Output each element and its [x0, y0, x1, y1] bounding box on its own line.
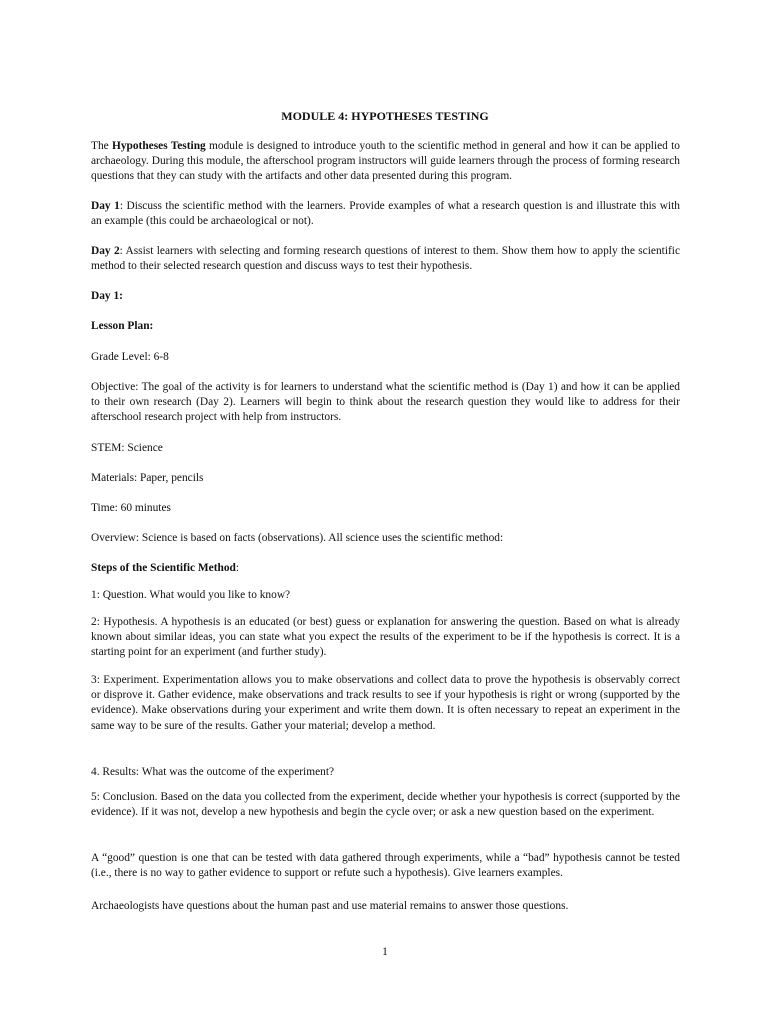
- stem-line: STEM: Science: [91, 442, 163, 454]
- steps-heading: [91, 561, 680, 576]
- grade-level: Grade Level: 6-8: [91, 351, 169, 363]
- day2-summary-paragraph: [91, 244, 680, 274]
- intro-module-name: Hypotheses Testing: [111, 140, 206, 152]
- intro-text: module is designed to introduce youth to the scientific method in general and how it can be applied to archaeology. During this module, the afterschool program instructors will guide learners through the process of forming research questions that they can study with the artifacts and other data presented during this program.: [91, 140, 680, 183]
- lesson-plan-heading: [91, 319, 680, 334]
- module-title: MODULE 4: HYPOTHESES TESTING: [281, 109, 489, 123]
- step-results: 4. Results: What was the outcome of the experiment?: [91, 766, 335, 778]
- materials-line: Materials: Paper, pencils: [91, 472, 204, 484]
- step-experiment: 3: Experiment. Experimentation allows you to make observations and collect data to prove the hypothesis is observably correct or disprove it. Gather evidence, make observations and track results to see if your hypothesis is right or wrong (supported by the evidence). Make observations during your experiment and write them down. It is often necessary to repeat an experiment in the same way to be sure of the results. Gather your material; develop a method.: [91, 674, 680, 732]
- steps-heading-suffix: :: [235, 562, 240, 574]
- good-question-paragraph: A “good” question is one that can be tested with data gathered through experiments, while a “bad” hypothesis cannot be tested (i.e., there is no way to gather evidence to support or refute such a hypothesis). Give learners examples.: [91, 852, 680, 880]
- step-question: 1: Question. What would you like to know?: [91, 589, 291, 601]
- overview-line: Overview: Science is based on facts (observations). All science uses the scientific method:: [91, 532, 504, 544]
- day1-heading-text: Day 1:: [91, 290, 123, 302]
- step-conclusion: 5: Conclusion. Based on the data you collected from the experiment, decide whether your hypothesis is correct (supported by the evidence). If it was not, develop a new hypothesis and begin the cycle over; or ask a new question based on the experiment.: [91, 791, 680, 819]
- day1-heading: [91, 289, 680, 304]
- time-line: Time: 60 minutes: [91, 502, 171, 514]
- day2-summary-label: Day 2: [91, 245, 120, 257]
- day1-summary-text: : Discuss the scientific method with the learners. Provide examples of what a research question is and illustrate this with an example (this could be archaeological or not).: [91, 200, 680, 228]
- page-number: 1: [382, 946, 388, 958]
- lesson-plan-heading-text: Lesson Plan:: [91, 320, 154, 332]
- steps-heading-text: Steps of the Scientific Method: [91, 562, 236, 574]
- intro-paragraph: [91, 139, 680, 185]
- step-hypothesis: 2: Hypothesis. A hypothesis is an educated (or best) guess or explanation for answering the question. Based on what is already known about similar ideas, you can state what you expect the results of the experiment to be if the hypothesis is correct. It is a starting point for an experiment (and further study).: [91, 616, 680, 659]
- day1-summary-paragraph: [91, 199, 680, 229]
- archaeologists-paragraph: Archaeologists have questions about the human past and use material remains to answer those questions.: [91, 900, 569, 912]
- day1-summary-label: Day 1: [91, 200, 120, 212]
- day2-summary-text: : Assist learners with selecting and forming research questions of interest to them. Show them how to apply the scientific method to their selected research question and discuss ways to test their hypothesis.: [91, 245, 680, 273]
- intro-prefix: The: [91, 140, 112, 152]
- objective-paragraph: Objective: The goal of the activity is for learners to understand what the scientific method is (Day 1) and how it can be applied to their own research (Day 2). Learners will begin to think about the research question they would like to address for their afterschool research project with help from instructors.: [91, 381, 680, 424]
